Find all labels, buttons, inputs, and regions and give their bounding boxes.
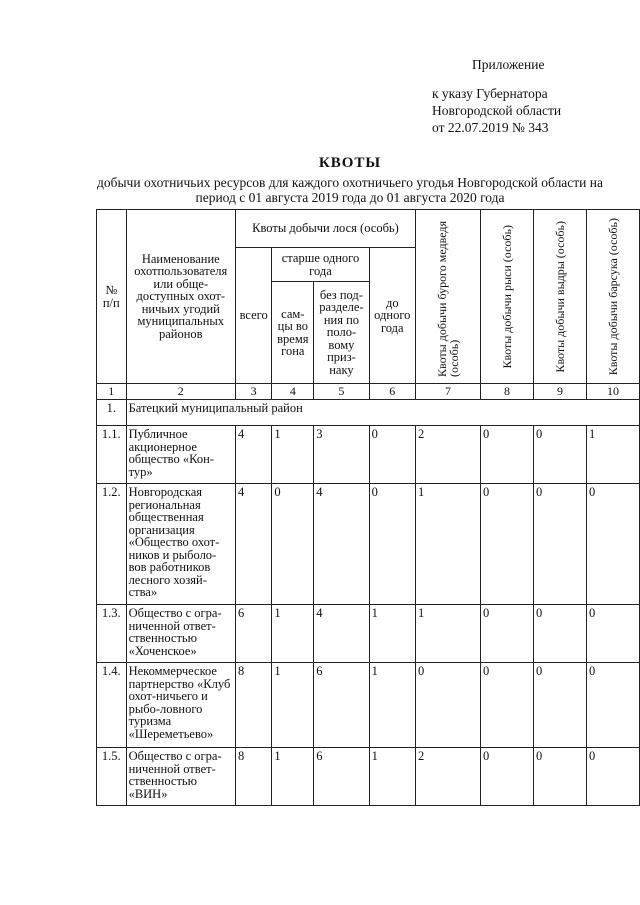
appendix-block: [432, 56, 561, 136]
cell-unsexed: 4: [314, 484, 369, 605]
cell-otter: 0: [533, 748, 586, 806]
cell-bear: 1: [415, 484, 480, 605]
cell-males: 1: [272, 748, 314, 806]
header-badger-text: Квоты добычи барсука (особь): [605, 217, 620, 376]
header-no: № п/п: [97, 210, 127, 384]
cell-lynx: 0: [480, 605, 533, 663]
header-otter: [533, 210, 586, 384]
cell-total: 8: [235, 663, 271, 748]
column-number: 8: [480, 384, 533, 400]
table-row: [97, 748, 640, 806]
row-name: Общество с огра-ниченной ответ-ственностью «ВИН»: [126, 748, 235, 806]
table-row: [97, 484, 640, 605]
cell-under-one: 1: [369, 663, 415, 748]
table-row: [97, 663, 640, 748]
cell-bear: 2: [415, 426, 480, 484]
column-number: 1: [97, 384, 127, 400]
row-name: Публичное акционерное общество «Кон-тур»: [126, 426, 235, 484]
row-name: Некоммерческое партнерство «Клуб охот-ничьего и рыбо-ловного туризма «Шереметьево»: [126, 663, 235, 748]
header-bear: [415, 210, 480, 384]
cell-lynx: 0: [480, 663, 533, 748]
header-males: сам-цы во время гона: [272, 282, 314, 384]
cell-males: 0: [272, 484, 314, 605]
cell-unsexed: 3: [314, 426, 369, 484]
column-number: 7: [415, 384, 480, 400]
quota-table: [96, 209, 640, 806]
appendix-label: Приложение: [472, 57, 545, 72]
appendix-line-2: Новгородской области: [432, 103, 562, 118]
cell-otter: 0: [533, 663, 586, 748]
cell-otter: 0: [533, 426, 586, 484]
cell-total: 8: [235, 748, 271, 806]
section-number: 1.: [97, 400, 127, 426]
header-under-one: до одного года: [369, 248, 415, 384]
header-elk-group: Квоты добычи лося (особь): [235, 210, 415, 248]
document-subtitle: добычи охотничьих ресурсов для каждого охотничьего угодья Новгородской области на период с 01 августа 2019 года до 01 августа 2020 года: [97, 175, 603, 205]
cell-unsexed: 4: [314, 605, 369, 663]
cell-bear: 2: [415, 748, 480, 806]
cell-bear: 0: [415, 663, 480, 748]
header-lynx: [480, 210, 533, 384]
cell-males: 1: [272, 663, 314, 748]
cell-total: 4: [235, 426, 271, 484]
header-lynx-text: Квоты добычи рыси (особь): [499, 224, 514, 369]
column-number: 5: [314, 384, 369, 400]
row-name: Новгородская региональная общественная организация «Общество охот-ников и рыболо-вов работников лесного хозяй-ства»: [126, 484, 235, 605]
row-name: Общество с огра-ниченной ответ-ственностью «Хоченское»: [126, 605, 235, 663]
column-number: 10: [586, 384, 639, 400]
row-number: 1.5.: [97, 748, 127, 806]
table-row: [97, 426, 640, 484]
cell-badger: 0: [586, 663, 639, 748]
cell-otter: 0: [533, 605, 586, 663]
column-number: 3: [235, 384, 271, 400]
document-title: КВОТЫ: [318, 155, 382, 171]
cell-total: 6: [235, 605, 271, 663]
row-number: 1.3.: [97, 605, 127, 663]
header-total: всего: [235, 248, 271, 384]
cell-total: 4: [235, 484, 271, 605]
cell-bear: 1: [415, 605, 480, 663]
cell-males: 1: [272, 426, 314, 484]
row-number: 1.1.: [97, 426, 127, 484]
row-number: 1.2.: [97, 484, 127, 605]
cell-under-one: 1: [369, 605, 415, 663]
cell-under-one: 0: [369, 484, 415, 605]
column-number: 4: [272, 384, 314, 400]
column-number: 9: [533, 384, 586, 400]
cell-lynx: 0: [480, 426, 533, 484]
section-name: Батецкий муниципальный район: [126, 400, 639, 426]
header-bear-text: Квоты добычи бурого медведя (особь): [434, 220, 461, 377]
column-number: 2: [126, 384, 235, 400]
cell-otter: 0: [533, 484, 586, 605]
cell-badger: 1: [586, 426, 639, 484]
cell-badger: 0: [586, 748, 639, 806]
header-badger: [586, 210, 639, 384]
cell-badger: 0: [586, 484, 639, 605]
row-number: 1.4.: [97, 663, 127, 748]
table-row: [97, 605, 640, 663]
cell-badger: 0: [586, 605, 639, 663]
header-older-group: старше одного года: [272, 248, 369, 282]
column-number-row: [97, 384, 640, 400]
cell-unsexed: 6: [314, 663, 369, 748]
cell-under-one: 1: [369, 748, 415, 806]
appendix-line-3: от 22.07.2019 № 343: [432, 120, 549, 135]
cell-under-one: 0: [369, 426, 415, 484]
section-row: [97, 400, 640, 426]
cell-unsexed: 6: [314, 748, 369, 806]
cell-lynx: 0: [480, 484, 533, 605]
cell-lynx: 0: [480, 748, 533, 806]
appendix-line-1: к указу Губернатора: [432, 86, 548, 101]
cell-males: 1: [272, 605, 314, 663]
header-unsexed: без под-разделе-ния по поло-вому приз-наку: [314, 282, 369, 384]
column-number: 6: [369, 384, 415, 400]
header-otter-text: Квоты добычи выдры (особь): [552, 220, 567, 373]
header-name: Наименование охотпользователя или обще-доступных охот-ничьих угодий муниципальных районов: [126, 210, 235, 384]
